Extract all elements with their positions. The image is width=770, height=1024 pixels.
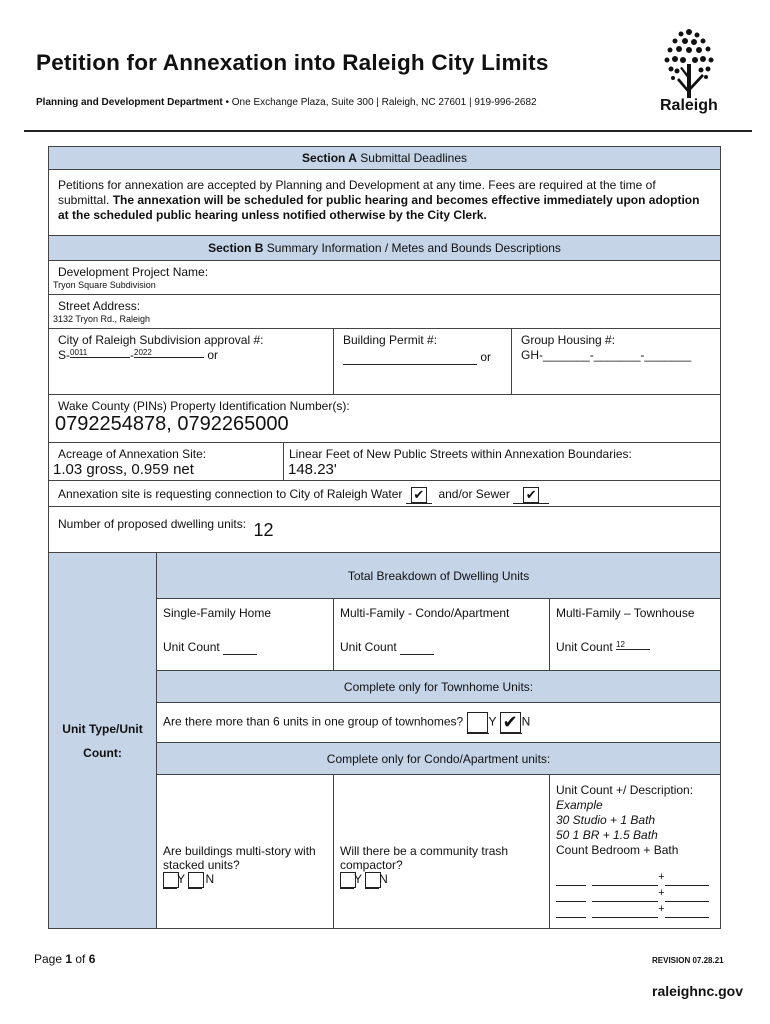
pins-value: 0792254878, 0792265000 xyxy=(55,413,289,435)
project-name-field[interactable]: Development Project Name: Tryon Square Subdivision xyxy=(49,261,721,295)
townhome-question-row: Are there more than 6 units in one group of townhomes? Y ✔ N xyxy=(157,703,721,743)
header-divider xyxy=(24,130,752,132)
pins-field[interactable]: Wake County (PINs) Property Identification Number(s): 0792254878, 0792265000 xyxy=(49,395,721,443)
section-b-header: Section B Summary Information / Metes and Bounds Descriptions xyxy=(49,236,721,261)
unit-description-blanks: + + + xyxy=(556,870,720,918)
department-line xyxy=(36,97,537,108)
page-number: Page 1 of 6 xyxy=(34,952,96,966)
connection-row: Annexation site is requesting connection to City of Raleigh Water ✔ and/or Sewer ✔ xyxy=(49,481,721,507)
street-address-field[interactable]: Street Address: 3132 Tryon Rd., Raleigh xyxy=(49,295,721,329)
townhome-no-checkbox[interactable]: ✔ xyxy=(500,712,521,733)
linear-feet-value: 148.23' xyxy=(288,461,337,478)
townhouse-column[interactable]: Multi-Family – Townhouse Unit Count 12 xyxy=(550,599,721,671)
revision-label: REVISION 07.28.21 xyxy=(652,956,724,965)
townhouse-count-value: 12 xyxy=(616,640,650,650)
section-a-header: Section A Submittal Deadlines xyxy=(49,147,721,170)
acreage-value: 1.03 gross, 0.959 net xyxy=(53,461,194,478)
page-title: Petition for Annexation into Raleigh City Limits xyxy=(36,50,549,75)
linear-feet-field[interactable]: Linear Feet of New Public Streets within Annexation Boundaries: 148.23' xyxy=(284,443,721,481)
dwelling-units-value: 12 xyxy=(253,520,274,540)
website-link[interactable]: raleighnc.gov xyxy=(652,983,744,999)
condo-header: Complete only for Condo/Apartment units: xyxy=(157,743,721,775)
dwelling-units-field[interactable]: Number of proposed dwelling units: 12 xyxy=(49,507,721,553)
townhome-yes-checkbox[interactable] xyxy=(467,712,488,733)
subdivision-year: 2022 xyxy=(134,348,204,358)
townhome-header: Complete only for Townhome Units: xyxy=(157,671,721,703)
raleigh-logo-text: Raleigh xyxy=(660,97,718,114)
multistory-no-checkbox[interactable] xyxy=(188,872,204,888)
department-name: Planning and Development Department xyxy=(36,97,223,108)
sewer-checkbox[interactable]: ✔ xyxy=(523,487,539,503)
acreage-field[interactable]: Acreage of Annexation Site: 1.03 gross, 0.959 net xyxy=(49,443,284,481)
department-address: • One Exchange Plaza, Suite 300 | Raleigh, NC 27601 | 919-996-2682 xyxy=(222,97,537,108)
street-address-value: 3132 Tryon Rd., Raleigh xyxy=(53,314,151,324)
unit-type-side-label: Unit Type/Unit Count: xyxy=(49,553,157,929)
breakdown-header: Total Breakdown of Dwelling Units xyxy=(157,553,721,599)
petition-form xyxy=(48,146,721,929)
compactor-question-cell: Will there be a community trash compactor? Y N xyxy=(334,775,550,929)
single-family-column[interactable]: Single-Family Home Unit Count xyxy=(157,599,334,671)
subdivision-approval-field[interactable]: City of Raleigh Subdivision approval #: S-0011 -2022 or xyxy=(49,329,334,395)
group-housing-field[interactable]: Group Housing #: GH-_______-_______-_______ xyxy=(512,329,721,395)
water-checkbox[interactable]: ✔ xyxy=(411,487,427,503)
section-a-text: Petitions for annexation are accepted by Planning and Development at any time. Fees are required at the time of submittal. The annexation will be scheduled for public hearing and becomes effective immediately upon adoption at the scheduled public hearing unless notified otherwise by the City Clerk. xyxy=(49,170,721,236)
condo-column[interactable]: Multi-Family - Condo/Apartment Unit Count xyxy=(334,599,550,671)
group-housing-value: GH-_______-_______-_______ xyxy=(521,348,692,362)
unit-description-cell[interactable]: Unit Count +/ Description: Example 30 Studio + 1 Bath 50 1 BR + 1.5 Bath Count Bedroom + Bath + + + xyxy=(550,775,721,929)
building-permit-field[interactable]: Building Permit #: or xyxy=(334,329,512,395)
multistory-question-cell: Are buildings multi-story with stacked units? Y N xyxy=(157,775,334,929)
subdivision-number: 0011 xyxy=(70,348,130,358)
project-name-value: Tryon Square Subdivision xyxy=(53,280,156,290)
